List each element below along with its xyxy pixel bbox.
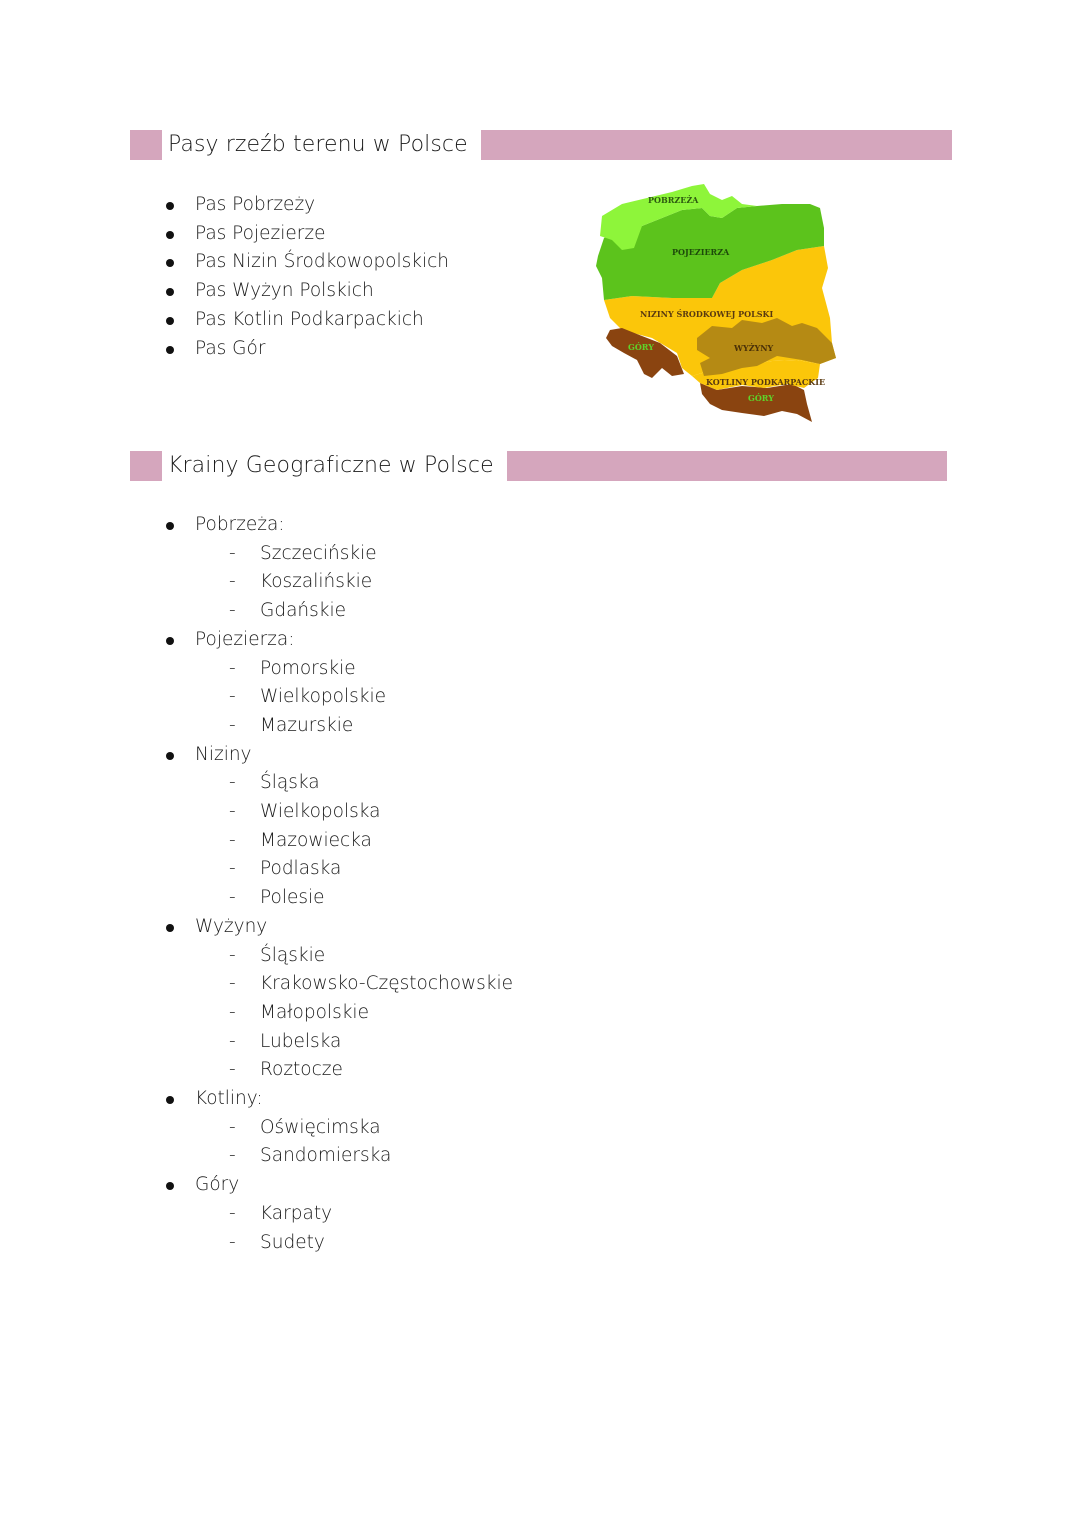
sublist bbox=[195, 655, 513, 741]
sublist-item: - Krakowsko-Częstochowskie bbox=[195, 970, 513, 999]
dash-icon: - bbox=[229, 542, 236, 564]
bullet-icon bbox=[166, 202, 174, 210]
dash-icon: - bbox=[229, 1145, 236, 1167]
sublist bbox=[195, 769, 513, 913]
section-heading-relief-belts bbox=[130, 130, 952, 160]
sublist-item: - Lubelska bbox=[195, 1028, 513, 1057]
group-item-pojezierza: Pojezierza: - Pomorskie - Wielkopolskie - Mazurskie bbox=[130, 626, 513, 741]
bullet-icon bbox=[166, 288, 174, 296]
dash-icon: - bbox=[229, 1059, 236, 1081]
dash-icon: - bbox=[229, 657, 236, 679]
map-label-gory-south: GÓRY bbox=[748, 393, 774, 403]
sublist-item: - Pomorskie bbox=[195, 655, 513, 684]
sublist-item: - Szczecińskie bbox=[195, 540, 513, 569]
heading-title: Pasy rzeźb terenu w Polsce bbox=[168, 132, 468, 157]
sublist-item: - Podlaska bbox=[195, 855, 513, 884]
heading-accent-bar bbox=[481, 130, 952, 160]
bullet-icon bbox=[166, 637, 174, 645]
map-label-pojezierza: POJEZIERZA bbox=[672, 247, 730, 257]
map-label-kotliny: KOTLINY PODKARPACKIE bbox=[706, 377, 826, 387]
map-label-pobrzeza: POBRZEŻA bbox=[648, 195, 699, 205]
bullet-icon bbox=[166, 752, 174, 760]
group-item-kotliny: Kotliny: - Oświęcimska - Sandomierska bbox=[130, 1085, 513, 1171]
bullet-icon bbox=[166, 317, 174, 325]
dash-icon: - bbox=[229, 772, 236, 794]
dash-icon: - bbox=[229, 714, 236, 736]
dash-icon: - bbox=[229, 887, 236, 909]
bullet-icon bbox=[166, 1182, 174, 1190]
poland-relief-map bbox=[592, 178, 842, 428]
dash-icon: - bbox=[229, 686, 236, 708]
list-item: Pas Nizin Środkowopolskich bbox=[130, 248, 449, 277]
geographic-regions-list bbox=[130, 511, 513, 1257]
sublist-item: - Koszalińskie bbox=[195, 568, 513, 597]
heading-accent-block bbox=[130, 451, 162, 481]
relief-belts-list bbox=[130, 191, 449, 363]
map-label-gory-west: GÓRY bbox=[628, 342, 654, 352]
sublist-item: - Sudety bbox=[195, 1229, 513, 1258]
dash-icon: - bbox=[229, 1202, 236, 1224]
group-item-wyzyny: Wyżyny - Śląskie - Krakowsko-Częstochowskie - Małopolskie - Lubelska - Roztocze bbox=[130, 913, 513, 1085]
dash-icon: - bbox=[229, 1116, 236, 1138]
dash-icon: - bbox=[229, 973, 236, 995]
heading-title: Krainy Geograficzne w Polsce bbox=[168, 453, 494, 478]
bullet-icon bbox=[166, 924, 174, 932]
dash-icon: - bbox=[229, 1030, 236, 1052]
heading-accent-block bbox=[130, 130, 162, 160]
sublist-item: - Śląskie bbox=[195, 942, 513, 971]
dash-icon: - bbox=[229, 829, 236, 851]
sublist-item: - Gdańskie bbox=[195, 597, 513, 626]
sublist bbox=[195, 1114, 513, 1171]
group-item-gory: Góry - Karpaty - Sudety bbox=[130, 1171, 513, 1257]
section-heading-geographic-regions bbox=[130, 451, 947, 481]
map-label-wyzyny: WYŻYNY bbox=[734, 343, 774, 353]
bullet-icon bbox=[166, 346, 174, 354]
bullet-icon bbox=[166, 231, 174, 239]
dash-icon: - bbox=[229, 944, 236, 966]
list-item: Pas Pojezierze bbox=[130, 220, 449, 249]
sublist-item: - Wielkopolska bbox=[195, 798, 513, 827]
list-item: Pas Kotlin Podkarpackich bbox=[130, 306, 449, 335]
sublist-item: - Oświęcimska bbox=[195, 1114, 513, 1143]
map-label-niziny: NIZINY ŚRODKOWEJ POLSKI bbox=[640, 309, 774, 319]
list-item: Pas Gór bbox=[130, 335, 449, 364]
sublist-item: - Mazowiecka bbox=[195, 827, 513, 856]
dash-icon: - bbox=[229, 858, 236, 880]
list-item: Pas Wyżyn Polskich bbox=[130, 277, 449, 306]
sublist-item: - Sandomierska bbox=[195, 1142, 513, 1171]
sublist-item: - Polesie bbox=[195, 884, 513, 913]
dash-icon: - bbox=[229, 1231, 236, 1253]
dash-icon: - bbox=[229, 801, 236, 823]
dash-icon: - bbox=[229, 571, 236, 593]
list-item: Pas Pobrzeży bbox=[130, 191, 449, 220]
bullet-icon bbox=[166, 259, 174, 267]
sublist-item: - Roztocze bbox=[195, 1056, 513, 1085]
sublist-item: - Śląska bbox=[195, 769, 513, 798]
group-item-niziny: Niziny - Śląska - Wielkopolska - Mazowiecka - Podlaska - Polesie bbox=[130, 741, 513, 913]
heading-accent-bar bbox=[507, 451, 947, 481]
group-item-pobrzeza: Pobrzeża: - Szczecińskie - Koszalińskie - Gdańskie bbox=[130, 511, 513, 626]
dash-icon: - bbox=[229, 600, 236, 622]
sublist bbox=[195, 540, 513, 626]
bullet-icon bbox=[166, 1096, 174, 1104]
sublist bbox=[195, 942, 513, 1086]
sublist-item: - Małopolskie bbox=[195, 999, 513, 1028]
bullet-icon bbox=[166, 522, 174, 530]
sublist-item: - Karpaty bbox=[195, 1200, 513, 1229]
sublist-item: - Wielkopolskie bbox=[195, 683, 513, 712]
sublist-item: - Mazurskie bbox=[195, 712, 513, 741]
dash-icon: - bbox=[229, 1001, 236, 1023]
sublist bbox=[195, 1200, 513, 1257]
